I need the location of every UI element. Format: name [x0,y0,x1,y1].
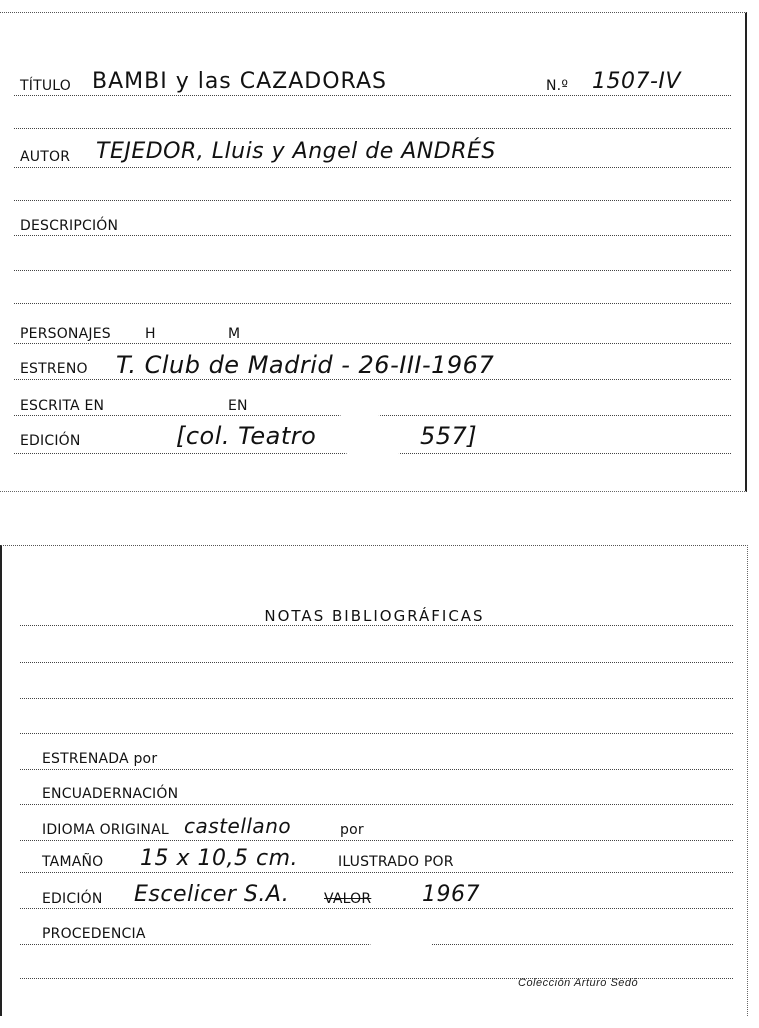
rule-line [20,733,733,734]
rule-line [14,270,731,271]
idioma-label: IDIOMA ORIGINAL [42,822,169,838]
collection-stamp: Colección Arturo Sedó [518,977,639,989]
idioma-por-label: por [340,822,364,838]
rule-line [20,872,733,873]
personajes-m-label: M [228,326,241,342]
escrita-en-en-label: EN [228,398,248,414]
rule-line [20,804,733,805]
edicion-value: Escelicer S.A. [134,882,290,907]
edicion-year: 1967 [422,882,480,907]
redaction-blot [338,427,408,459]
rule-line [20,769,733,770]
numero-value: 1507-IV [592,69,681,94]
autor-label: AUTOR [20,149,71,165]
catalog-card-front [0,12,747,492]
personajes-h-label: H [145,326,156,342]
estreno-value: T. Club de Madrid - 26-III-1967 [116,351,495,379]
estrenada-por-label: ESTRENADA por [42,751,158,767]
encuadernacion-label: ENCUADERNACIÓN [42,786,179,802]
rule-line [20,840,733,841]
rule-line [14,379,731,380]
rule-line [20,662,733,663]
autor-value: TEJEDOR, Lluis y Angel de ANDRÉS [96,139,496,164]
edicion-value: [col. Teatro [176,422,317,450]
edicion-label: EDICIÓN [42,891,103,907]
idioma-value: castellano [184,814,292,838]
tamano-value: 15 x 10,5 cm. [140,846,298,871]
rule-line [14,235,731,236]
edicion-number: 557] [420,422,478,450]
rule-line [14,95,731,96]
rule-line [14,128,731,129]
rule-line [20,698,733,699]
escrita-en-label: ESCRITA EN [20,398,105,414]
numero-label: N.º [546,78,569,94]
rule-line [14,167,731,168]
tamano-label: TAMAÑO [42,854,104,870]
estreno-label: ESTRENO [20,361,88,377]
procedencia-label: PROCEDENCIA [42,926,146,942]
titulo-label: TÍTULO [20,78,71,94]
catalog-card-back [0,545,748,1016]
notas-heading: NOTAS BIBLIOGRÁFICAS [264,607,485,625]
rule-line [20,625,733,626]
personajes-label: PERSONAJES [20,326,111,342]
redaction-blot [370,920,432,978]
ilustrado-por-label: ILUSTRADO POR [338,854,454,870]
rule-line [20,908,733,909]
redaction-blot [330,391,390,419]
descripcion-label: DESCRIPCIÓN [20,218,119,234]
edicion-label: EDICIÓN [20,433,81,449]
rule-line [14,200,731,201]
rule-line [14,303,731,304]
rule-line [14,343,731,344]
valor-label: VALOR [324,891,372,907]
titulo-value: BAMBI y las CAZADORAS [92,69,387,94]
